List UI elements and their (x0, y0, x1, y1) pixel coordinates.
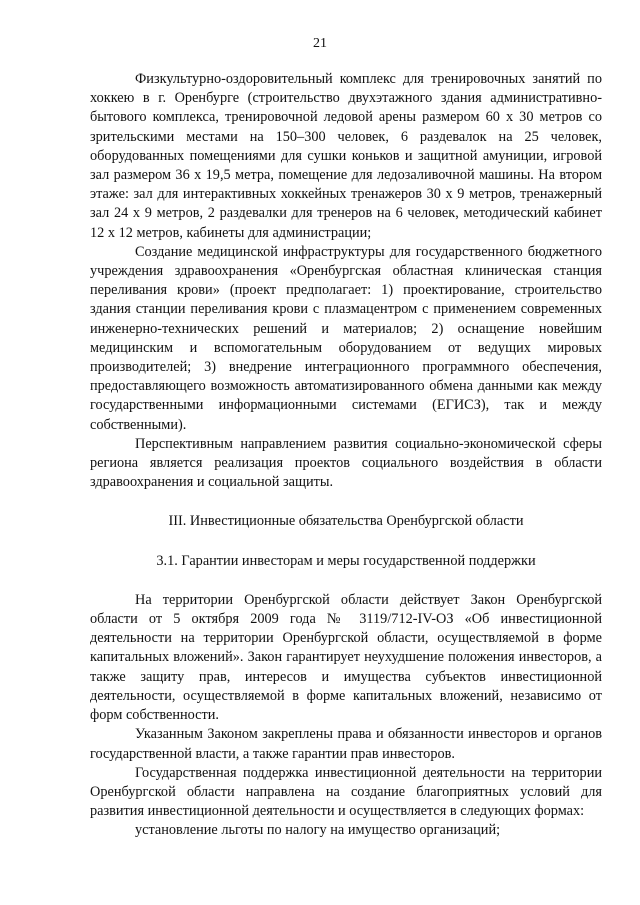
paragraph-tax-benefit: установление льготы по налогу на имущество организаций; (135, 822, 501, 839)
subsection-heading: 3.1. Гарантии инвесторам и меры государственной поддержки (156, 552, 536, 569)
spacer (90, 532, 602, 552)
spacer (90, 571, 602, 591)
paragraph-hockey-complex: Физкультурно-оздоровительный комплекс для тренировочных занятий по хоккею в г. Оренбурге (строительство двухэтажного здания административно-бытового комплекса, тренировочной ледовой арены размером 60 х 30 метров со зрительскими местами на 150–300 человек, 6 раздевалок на 25 человек, оборудованных помещениями для сушки коньков и защитной амуниции, игровой зал размером 36 х 19,5 метра, помещение для ледозаливочной машины. На втором этаже: зал для интерактивных хоккейных тренажеров 30 х 9 метров, тренажерный зал 24 х 9 метров, 2 раздевалки для тренеров на 6 человек, методический кабинет 12 х 12 метров, кабинеты для администрации; (90, 71, 602, 241)
paragraph-state-support: Государственная поддержка инвестиционной деятельности на территории Оренбургской области направлена на создание благоприятных условий для развития инвестиционной деятельности и осуществляется в следующих формах: (90, 764, 602, 820)
paragraph-rights-obligations: Указанным Законом закреплены права и обязанности инвесторов и органов государственной власти, а также гарантии прав инвесторов. (90, 726, 602, 762)
paragraph-social-impact: Перспективным направлением развития социально-экономической сферы региона является реализация проектов социального воздействия в области здравоохранения и социальной защиты. (90, 435, 602, 491)
paragraph-blood-station: Создание медицинской инфраструктуры для государственного бюджетного учреждения здравоохранения «Оренбургская областная клиническая станция переливания крови» (проект предполагает: 1) проектирование, строительство здания станции переливания крови с плазмацентром с применением современных инженерно-технических решений и материалов; 2) оснащение новейшим медицинским и вспомогательным оборудованием от ведущих мировых производителей; 3) внедрение интеграционного программного обеспечения, предоставляющего возможность автоматизированного обмена данными как между государственными информационными системами (ЕГИСЗ), так и между собственными). (90, 243, 602, 433)
page-number: 21 (313, 36, 327, 51)
paragraph-regional-law: На территории Оренбургской области действует Закон Оренбургской области от 5 октября 2009 года № 3119/712-IV-ОЗ «Об инвестиционной деятельности на территории Оренбургской области, осуществляемой в форме капитальных вложений». Закон гарантирует неухудшение положения инвесторов, а также защиту прав, интересов и имущества субъектов инвестиционной деятельности, осуществляемой в форме капитальных вложений, независимо от форм собственности. (90, 591, 602, 724)
document-body (90, 70, 602, 841)
spacer (90, 492, 602, 512)
section-heading: III. Инвестиционные обязательства Оренбургской области (168, 513, 524, 530)
